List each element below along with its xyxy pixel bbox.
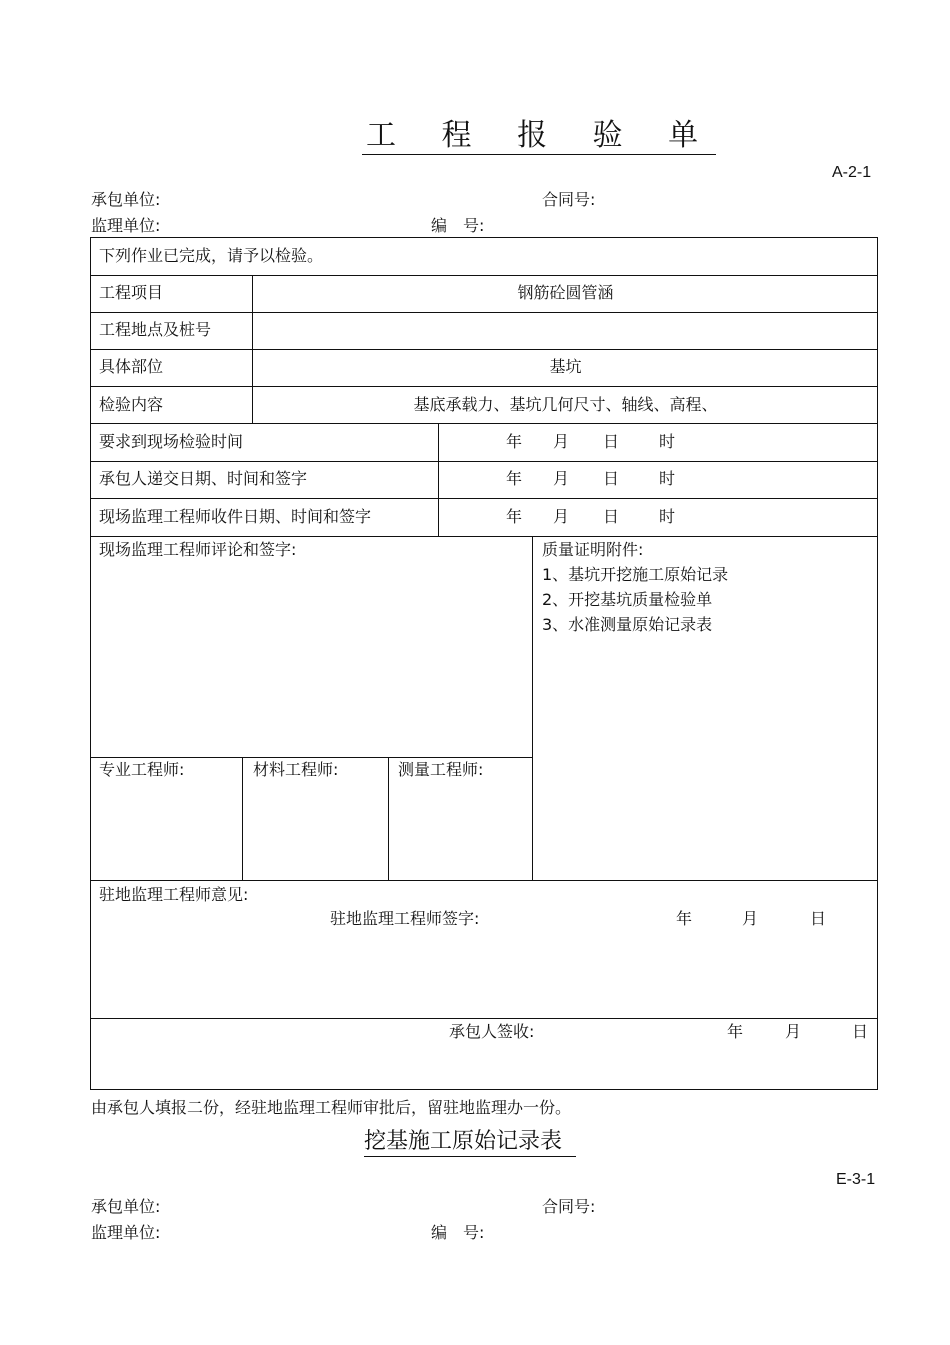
row-divider xyxy=(90,461,878,462)
footer-note: 由承包人填报二份，经驻地监理工程师审批后，留驻地监理办一份。 xyxy=(91,1098,572,1117)
form2-code: E-3-1 xyxy=(836,1171,876,1188)
hour-unit: 时 xyxy=(659,469,676,488)
form2-contractor-label: 承包单位: xyxy=(91,1197,161,1216)
part-value: 基坑 xyxy=(549,357,582,376)
project-label: 工程项目 xyxy=(99,283,164,302)
supervisor-label: 监理单位: xyxy=(91,216,161,235)
contract-no-label: 合同号: xyxy=(542,190,596,209)
material-engineer-label: 材料工程师: xyxy=(253,760,339,779)
form-code: A-2-1 xyxy=(832,164,872,181)
time-row-label: 承包人递交日期、时间和签字 xyxy=(99,469,308,488)
month-unit: 月 xyxy=(553,432,570,451)
year-unit: 年 xyxy=(506,469,523,488)
resident-opinion-label: 驻地监理工程师意见: xyxy=(99,885,249,904)
number-label: 编 号: xyxy=(431,216,485,235)
time-row-label: 现场监理工程师收件日期、时间和签字 xyxy=(99,507,372,526)
content-value: 基底承载力、基坑几何尺寸、轴线、高程、 xyxy=(413,395,718,414)
contractor-receipt-label: 承包人签收: xyxy=(449,1022,535,1041)
month-unit: 月 xyxy=(553,469,570,488)
form2-supervisor-label: 监理单位: xyxy=(91,1223,161,1242)
form2-title: 挖基施工原始记录表 xyxy=(364,1128,576,1157)
row-divider xyxy=(90,386,878,387)
col-divider xyxy=(388,757,389,880)
content-label: 检验内容 xyxy=(99,395,164,414)
row-divider xyxy=(90,880,878,881)
form2-contract-no-label: 合同号: xyxy=(542,1197,596,1216)
row-divider xyxy=(90,1018,878,1019)
row-divider xyxy=(90,498,878,499)
year-unit: 年 xyxy=(727,1022,744,1041)
row-divider xyxy=(90,757,533,758)
day-unit: 日 xyxy=(603,432,620,451)
attachments-label: 质量证明附件: xyxy=(542,540,644,559)
contractor-label: 承包单位: xyxy=(91,190,161,209)
hour-unit: 时 xyxy=(659,507,676,526)
hour-unit: 时 xyxy=(659,432,676,451)
month-unit: 月 xyxy=(553,507,570,526)
day-unit: 日 xyxy=(810,909,827,928)
day-unit: 日 xyxy=(603,507,620,526)
attachment-item: 1、基坑开挖施工原始记录 xyxy=(542,565,729,584)
day-unit: 日 xyxy=(852,1022,869,1041)
col-divider xyxy=(438,423,439,536)
review-label: 现场监理工程师评论和签字: xyxy=(99,540,297,559)
year-unit: 年 xyxy=(506,507,523,526)
resident-sign-label: 驻地监理工程师签字: xyxy=(330,909,480,928)
project-value: 钢筋砼圆管涵 xyxy=(517,283,614,302)
survey-engineer-label: 测量工程师: xyxy=(398,760,484,779)
row-divider xyxy=(90,312,878,313)
row-divider xyxy=(90,349,878,350)
row-divider xyxy=(90,275,878,276)
year-unit: 年 xyxy=(676,909,693,928)
time-row-label: 要求到现场检验时间 xyxy=(99,432,244,451)
col-divider xyxy=(242,757,243,880)
location-label: 工程地点及桩号 xyxy=(99,320,212,339)
part-label: 具体部位 xyxy=(99,357,164,376)
month-unit: 月 xyxy=(785,1022,802,1041)
intro-text: 下列作业已完成，请予以检验。 xyxy=(99,246,324,265)
form-title: 工 程 报 验 单 xyxy=(362,118,716,155)
row-divider xyxy=(90,536,878,537)
specialist-engineer-label: 专业工程师: xyxy=(99,760,185,779)
form2-number-label: 编 号: xyxy=(431,1223,485,1242)
attachment-item: 2、开挖基坑质量检验单 xyxy=(542,590,713,609)
row-divider xyxy=(90,423,878,424)
day-unit: 日 xyxy=(603,469,620,488)
month-unit: 月 xyxy=(742,909,759,928)
year-unit: 年 xyxy=(506,432,523,451)
attachment-item: 3、水准测量原始记录表 xyxy=(542,615,713,634)
col-divider xyxy=(532,536,533,880)
